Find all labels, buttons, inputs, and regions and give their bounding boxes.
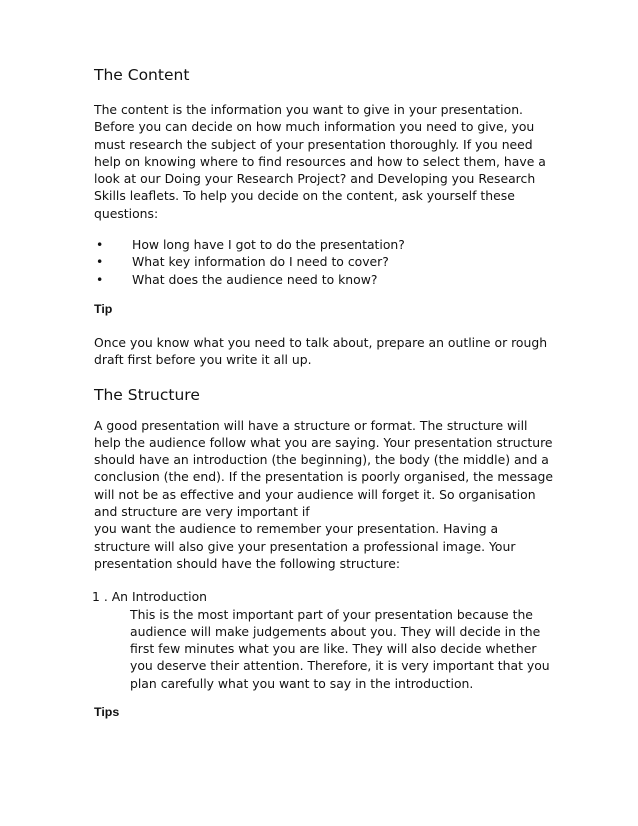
tip-paragraph: Once you know what you need to talk about, prepare an outline or rough draft first before you write it all up.: [94, 334, 548, 368]
document-page: [94, 60, 554, 721]
questions-list: [94, 236, 554, 288]
bullet-icon: •: [96, 254, 104, 270]
introduction-item-label: 1 . An Introduction: [92, 589, 208, 605]
content-intro-paragraph: The content is the information you want to give in your presentation. Before you can decide on how much information you need to give, you must research the subject of your presentation thoroughly. If you need help on knowing where to find resources and how to select them, have a look at our Doing your Research Project? and Developing you Research Skills leaflets. To help you decide on the content, ask yourself these questions:: [94, 102, 546, 221]
structure-paragraph-1: A good presentation will have a structure or format. The structure will help the audience follow what you are saying. Your presentation structure should have an introduction (the beginning), the body (the middle) and a conclusion (the end). If the presentation is poorly organised, the message will not be as effective and your audience will forget it. So organisation and structure are very important if: [94, 417, 554, 520]
tips-label: Tips: [94, 705, 120, 720]
structure-heading: The Structure: [94, 385, 200, 404]
list-item: [94, 236, 554, 253]
structure-paragraph-2: you want the audience to remember your presentation. Having a structure will also give your presentation a professional image. Your presentation should have the following structure:: [94, 521, 516, 571]
introduction-item-text: This is the most important part of your presentation because the audience will make judgements about you. They will decide in the first few minutes what you are like. They will also decide whether you deserve their attention. Therefore, it is very important that you plan carefully what you want to say in the introduction.: [130, 606, 550, 691]
list-item: [94, 253, 554, 270]
bullet-icon: •: [96, 271, 104, 287]
list-item: [94, 271, 554, 288]
question-text: What does the audience need to know?: [132, 271, 378, 287]
bullet-icon: •: [96, 237, 104, 253]
tip-label: Tip: [94, 301, 113, 316]
content-heading: The Content: [94, 66, 190, 84]
question-text: How long have I got to do the presentation?: [132, 237, 405, 253]
question-text: What key information do I need to cover?: [132, 254, 389, 270]
